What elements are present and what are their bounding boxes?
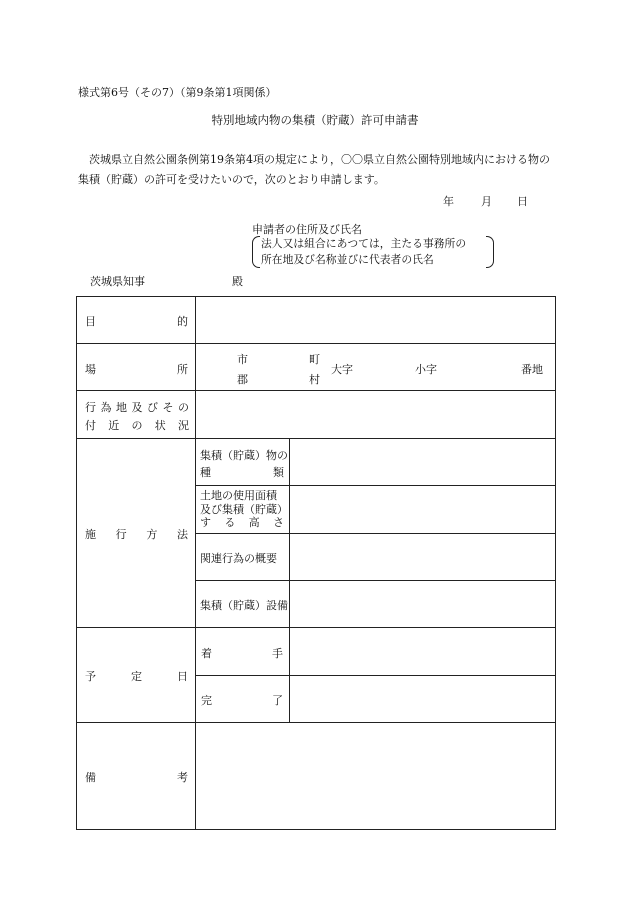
place-koaza: 小字 xyxy=(415,363,437,376)
remarks-field[interactable] xyxy=(199,727,551,825)
applicant-heading: 申請者の住所及び氏名 xyxy=(252,223,362,236)
addressee: 茨城県知事 xyxy=(90,275,145,288)
applicant-note-line1: 法人又は組合にあつては，主たる事務所の xyxy=(261,237,467,250)
storage-equipment-label: 集積（貯蔵）設備 xyxy=(200,599,288,612)
applicant-note-line2: 所在地及び名称並びに代表者の氏名 xyxy=(261,253,434,266)
related-actions-label: 関連行為の概要 xyxy=(200,552,277,565)
place-oaza: 大字 xyxy=(331,363,353,376)
start-date-label: 着 手 xyxy=(201,647,283,660)
document-title: 特別地域内物の集積（貯蔵）許可申請書 xyxy=(211,113,419,127)
remarks-label: 備 考 xyxy=(85,771,188,784)
related-actions-field[interactable] xyxy=(293,537,551,577)
end-date-label: 完 了 xyxy=(201,694,283,707)
stored-item-kind-label: 集積（貯蔵）物の 種 類 xyxy=(200,449,288,479)
place-village: 村 xyxy=(309,373,320,386)
purpose-label: 目 的 xyxy=(85,315,188,328)
application-statement: 茨城県立自然公園条例第19条第4項の規定により，〇〇県立自然公園特別地域内における物の集積（貯蔵）の許可を受けたいので，次のとおり申請します。 xyxy=(78,153,550,186)
left-bracket xyxy=(252,236,260,268)
area-height-field[interactable] xyxy=(293,489,551,529)
surroundings-label: 行 為 地 及 び そ の 付 近 の 状 況 xyxy=(85,401,189,432)
date-day-label: 日 xyxy=(517,195,528,208)
storage-equipment-field[interactable] xyxy=(293,584,551,624)
surroundings-field[interactable] xyxy=(199,395,551,433)
start-date-field[interactable] xyxy=(293,632,551,672)
place-county: 郡 xyxy=(237,373,248,386)
place-town: 町 xyxy=(309,353,320,366)
application-form-table xyxy=(76,296,556,830)
stored-item-kind-field[interactable] xyxy=(293,442,551,482)
method-label: 施 行 方 法 xyxy=(85,528,188,541)
date-month-label: 月 xyxy=(481,195,492,208)
area-height-label: 土地の使用面積 及び集積（貯蔵） す る 高 さ xyxy=(200,489,288,529)
applicant-note xyxy=(252,236,494,268)
end-date-field[interactable] xyxy=(293,679,551,719)
schedule-label: 予 定 日 xyxy=(85,670,188,683)
place-city: 市 xyxy=(237,353,248,366)
date-year-label: 年 xyxy=(443,195,454,208)
place-label: 場 所 xyxy=(85,363,188,376)
honorific: 殿 xyxy=(232,275,243,288)
form-number: 様式第6号（その7）（第9条第1項関係） xyxy=(78,86,277,99)
place-banchi: 番地 xyxy=(521,363,543,376)
right-bracket xyxy=(486,236,494,268)
purpose-field[interactable] xyxy=(199,301,551,339)
